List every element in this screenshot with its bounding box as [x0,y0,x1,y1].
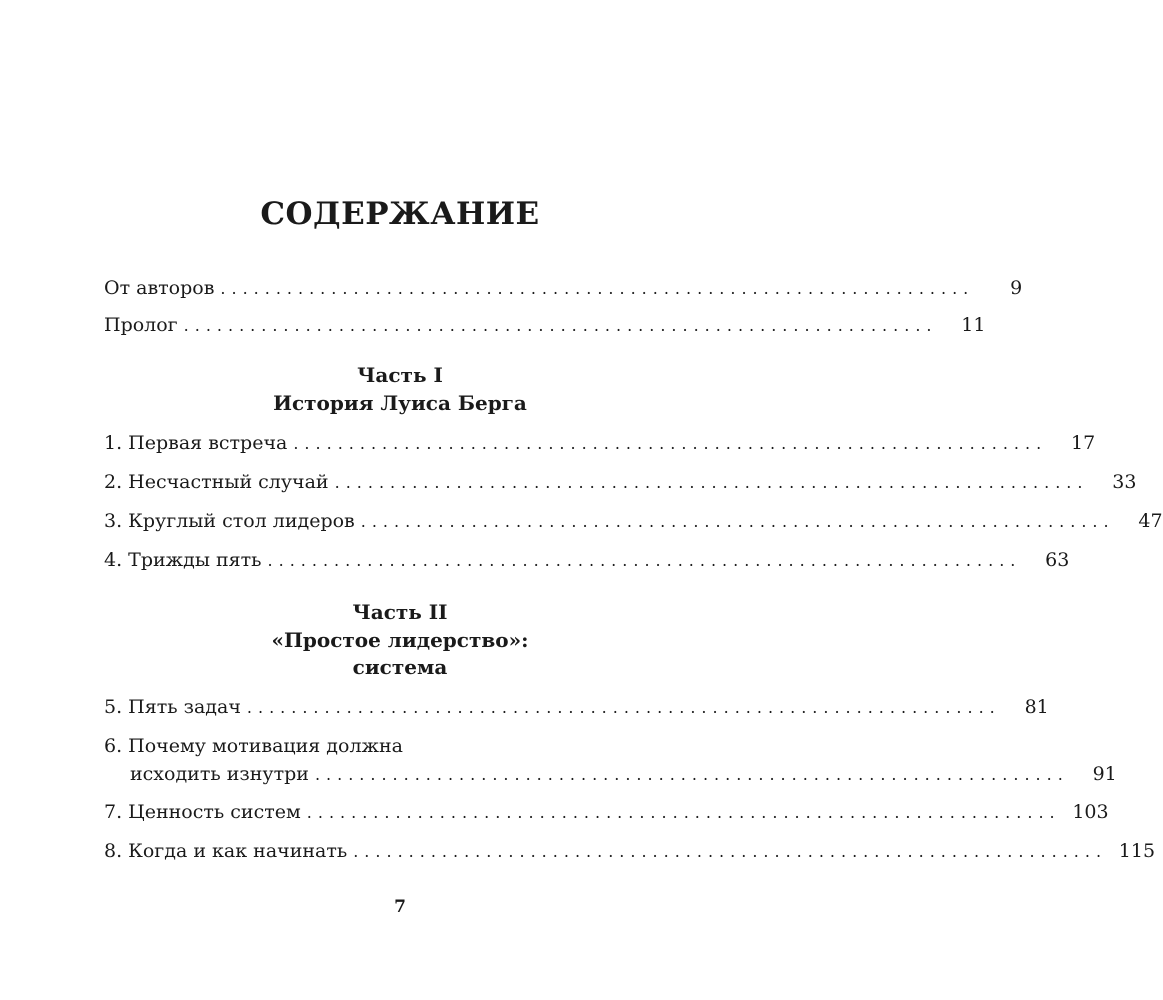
dot-leader: .................................................................... [306,803,1061,822]
toc-entry-page: 17 [1071,432,1096,454]
part1-heading: Часть I [357,363,443,387]
toc-entry-label: 1. Первая встреча [104,432,288,454]
toc-entry-label: От авторов [104,277,215,299]
toc-entry-chapter-7[interactable] [104,800,1109,825]
dot-leader: .................................................................... [246,698,1001,717]
page-title: СОДЕРЖАНИЕ [260,196,540,232]
part2-subtitle-line1: «Простое лидерство»: [271,628,529,652]
dot-leader: .................................................................... [314,765,1069,784]
toc-entry-page: 33 [1112,471,1137,493]
toc-entry-label: 3. Круглый стол лидеров [104,510,355,532]
part1-subtitle: История Луиса Берга [273,391,527,415]
toc-entry-page: 11 [961,314,986,336]
toc-entry-label: 7. Ценность систем [104,801,301,823]
toc-entry-page: 115 [1118,840,1156,862]
toc-entry-page: 103 [1072,801,1109,823]
part2-subtitle-line2: система [352,655,448,679]
toc-entry-chapter-6[interactable] [104,735,1117,787]
toc-entry-chapter-2[interactable] [104,470,1137,495]
toc-entry-label-line2: исходить изнутри [130,763,309,785]
toc-entry-label: 8. Когда и как начинать [104,840,348,862]
dot-leader: .................................................................... [267,551,1022,570]
toc-entry-chapter-1[interactable] [104,431,1096,456]
toc-entry-label: 5. Пять задач [104,696,241,718]
dot-leader: .................................................................... [353,842,1108,861]
dot-leader: .................................................................... [334,473,1089,492]
toc-entry-page: 47 [1138,510,1163,532]
toc-entry-chapter-3[interactable] [104,509,1163,534]
dot-leader: .................................................................... [360,512,1115,531]
dot-leader: .................................................................... [183,316,938,335]
page-number: 7 [394,897,406,917]
dot-leader: .................................................................... [293,434,1048,453]
toc-entry-page: 63 [1045,549,1070,571]
toc-entry-chapter-8[interactable] [104,839,1156,864]
toc-entry-prologue[interactable] [104,313,986,338]
toc-entry-page: 91 [1092,763,1117,785]
toc-entry-label: 4. Трижды пять [104,549,262,571]
toc-entry-label-line1: 6. Почему мотивация должна [104,735,403,757]
part2-heading: Часть II [352,600,448,624]
toc-entry-page: 9 [1010,277,1023,299]
toc-entry-from-authors[interactable] [104,276,1023,301]
dot-leader: .................................................................... [220,279,975,298]
toc-entry-page: 81 [1024,696,1049,718]
toc-entry-chapter-4[interactable] [104,548,1070,573]
toc-entry-chapter-5[interactable] [104,695,1049,720]
toc-entry-label: Пролог [104,314,178,336]
toc-entry-label: 2. Несчастный случай [104,471,329,493]
